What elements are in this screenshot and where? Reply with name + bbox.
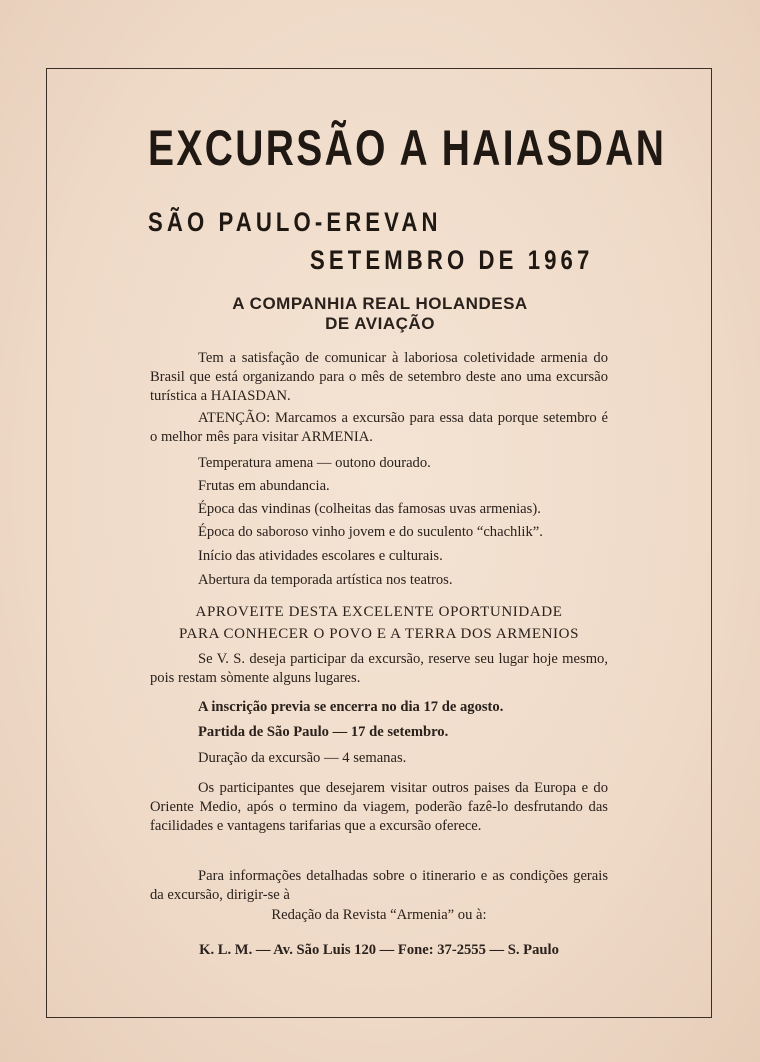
intro-paragraph: Tem a satisfação de comunicar à laboriosa coletividade armenia do Brasil que está organizando para o mês de setembro deste ano uma excursão turística a HAIASDAN. [150, 350, 608, 404]
attention-paragraph: ATENÇÃO: Marcamos a excursão para essa data porque setembro é o melhor mês para visitar ARMENIA. [150, 410, 608, 445]
reason-item: Frutas em abundancia. [198, 478, 330, 494]
company-line-2: DE AVIAÇÃO [325, 314, 435, 333]
reason-item: Época do saboroso vinho jovem e do suculento “chachlik”. [198, 524, 543, 540]
reason-item: Início das atividades escolares e culturais. [198, 548, 443, 564]
headline-date: SETEMBRO DE 1967 [310, 245, 594, 275]
company-name [170, 294, 590, 334]
detail-item: Partida de São Paulo — 17 de setembro. [198, 724, 449, 740]
info-paragraph: Para informações detalhadas sobre o itinerario e as condições gerais da excursão, dirigir-se à [150, 868, 608, 903]
reason-item: Abertura da temporada artística nos teatros. [198, 572, 453, 588]
reason-item: Época das vindinas (colheitas das famosas uvas armenias). [198, 501, 541, 517]
reason-item: Temperatura amena — outono dourado. [198, 455, 431, 471]
detail-item: A inscrição previa se encerra no dia 17 de agosto. [198, 699, 504, 715]
contact-line: K. L. M. — Av. São Luis 120 — Fone: 37-2555 — S. Paulo [199, 942, 559, 958]
redacao-line: Redação da Revista “Armenia” ou à: [271, 907, 487, 923]
company-line-1: A COMPANHIA REAL HOLANDESA [232, 294, 528, 313]
detail-item: Duração da excursão — 4 semanas. [198, 750, 407, 766]
cta-line-1: APROVEITE DESTA EXCELENTE OPORTUNIDADE [195, 604, 563, 620]
participants-paragraph: Os participantes que desejarem visitar outros paises da Europa e do Oriente Medio, após o termino da viagem, poderão fazê-lo desfrutando das facilidades e vantagens tarifarias que a excursão oferece. [150, 780, 608, 834]
headline-title: EXCURSÃO A HAIASDAN [148, 120, 667, 176]
headline-route: SÃO PAULO-EREVAN [148, 207, 442, 237]
cta-line-2: PARA CONHECER O POVO E A TERRA DOS ARMENIOS [178, 626, 580, 642]
reserve-paragraph: Se V. S. deseja participar da excursão, reserve seu lugar hoje mesmo, pois restam sòmente alguns lugares. [150, 651, 608, 686]
